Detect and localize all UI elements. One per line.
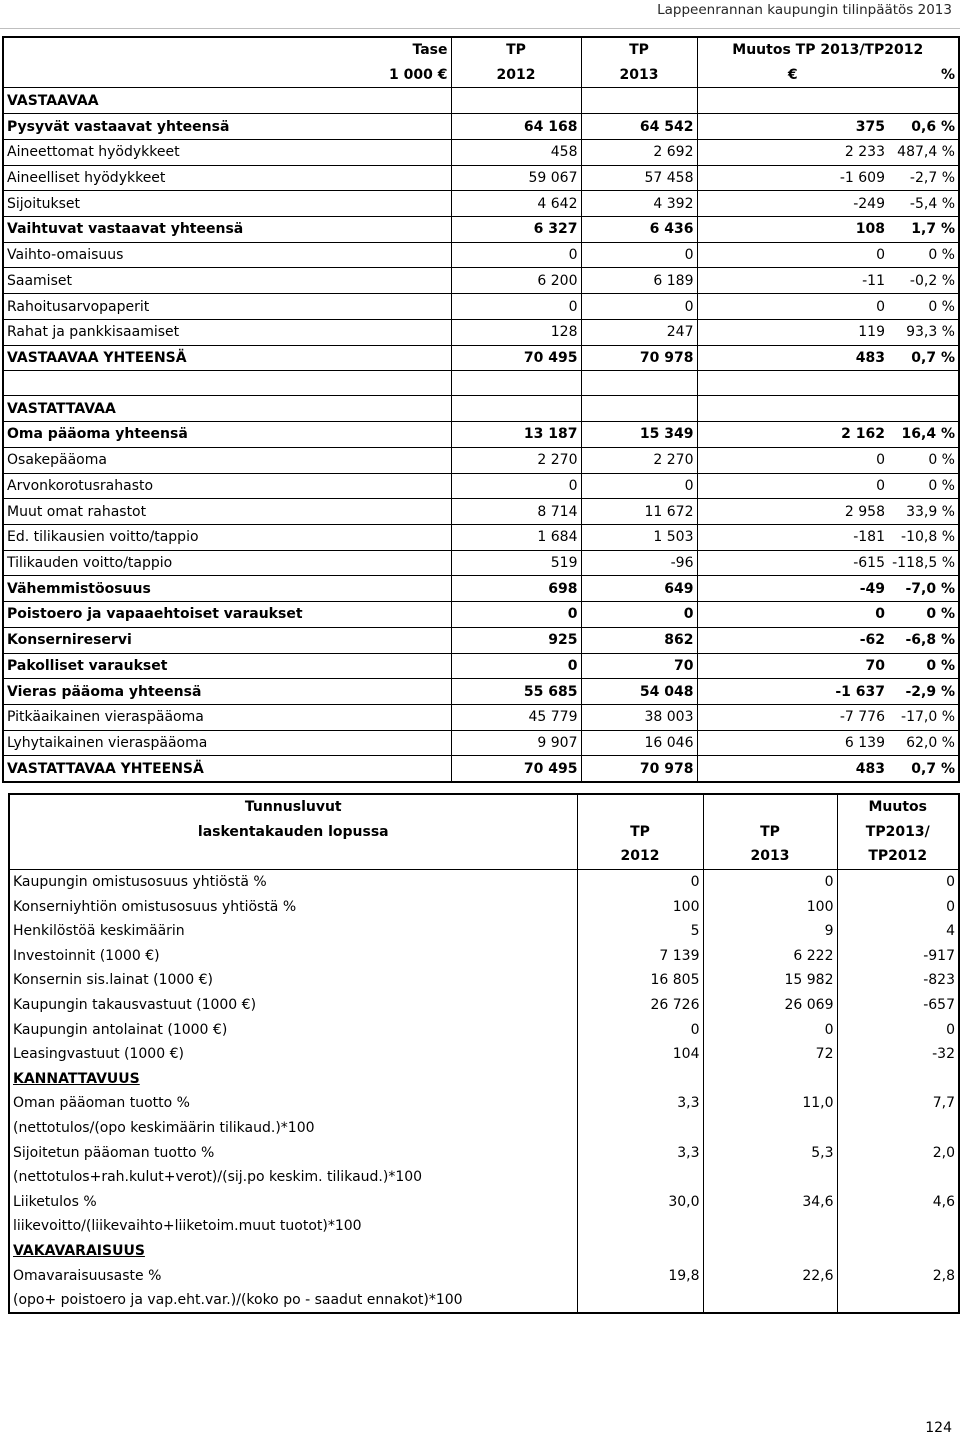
empty-cell xyxy=(888,371,959,396)
table-row xyxy=(3,447,959,473)
table-row xyxy=(3,165,959,191)
table-row xyxy=(3,524,959,550)
row-label: Sijoitukset xyxy=(3,191,451,217)
value-2012: 519 xyxy=(451,550,581,576)
formula-label: (nettotulos/(opo keskimäärin tilikaud.)*100 xyxy=(13,1120,315,1137)
header-cell: Tase xyxy=(412,42,448,59)
row-label: Konserniyhtiön omistusosuus yhtiöstä % xyxy=(13,898,297,915)
table-row xyxy=(9,1017,959,1042)
table-row xyxy=(9,1042,959,1067)
value-2013: 4 392 xyxy=(581,191,697,217)
empty-cell xyxy=(577,1165,703,1190)
empty-cell xyxy=(703,1214,837,1239)
empty-cell xyxy=(581,88,697,114)
value-2012: 128 xyxy=(451,319,581,345)
change-pct: -2,9 % xyxy=(888,679,959,705)
value-2013: 15 349 xyxy=(581,422,697,448)
table-row xyxy=(9,1140,959,1165)
value-2013: 0 xyxy=(581,294,697,320)
change-eur: -181 xyxy=(697,524,888,550)
change-pct: -5,4 % xyxy=(888,191,959,217)
empty-cell xyxy=(703,1288,837,1314)
header-cell xyxy=(703,794,837,820)
row-label: Vaihto-omaisuus xyxy=(3,242,451,268)
value-2013: 26 069 xyxy=(703,993,837,1018)
row-label: Konsernin sis.lainat (1000 €) xyxy=(13,972,214,989)
empty-cell xyxy=(888,396,959,422)
value-2013: 70 xyxy=(581,653,697,679)
empty-cell xyxy=(451,396,581,422)
value-2013: 38 003 xyxy=(581,704,697,730)
row-label: VASTATTAVAA YHTEENSÄ xyxy=(3,756,451,782)
change-pct: -0,2 % xyxy=(888,268,959,294)
row-label: Vieras pääoma yhteensä xyxy=(3,679,451,705)
value-2013: 2 692 xyxy=(581,139,697,165)
change-pct: 0 % xyxy=(888,653,959,679)
header-cell: Muutos TP 2013/TP2012 xyxy=(697,37,959,63)
value-2013: 649 xyxy=(581,576,697,602)
value-2013: 64 542 xyxy=(581,114,697,140)
value-2012: 0 xyxy=(577,869,703,894)
empty-cell xyxy=(703,1239,837,1264)
change-pct: 33,9 % xyxy=(888,499,959,525)
row-label: Aineettomat hyödykkeet xyxy=(3,139,451,165)
row-label: Liiketulos % xyxy=(13,1193,97,1210)
formula-row xyxy=(9,1214,959,1239)
value-2012: 70 495 xyxy=(451,345,581,371)
value-2012: 698 xyxy=(451,576,581,602)
value-2013: 862 xyxy=(581,627,697,653)
header-cell: % xyxy=(940,67,955,84)
header-cell: 2012 xyxy=(451,63,581,88)
empty-cell xyxy=(837,1067,959,1092)
row-label: Kaupungin takausvastuut (1000 €) xyxy=(13,997,257,1014)
row-label: Osakepääoma xyxy=(3,447,451,473)
change-eur: 2 162 xyxy=(697,422,888,448)
header-cell: Tunnusluvut xyxy=(244,799,342,816)
section-row xyxy=(3,88,959,114)
value-2013: 100 xyxy=(703,894,837,919)
row-label: Poistoero ja vapaaehtoiset varaukset xyxy=(3,602,451,628)
change-pct: 0 % xyxy=(888,294,959,320)
empty-cell xyxy=(697,88,888,114)
value-2013: 6 222 xyxy=(703,944,837,969)
table-row xyxy=(3,139,959,165)
empty-cell xyxy=(837,1288,959,1314)
change-pct: 0,7 % xyxy=(888,756,959,782)
section-label: VAKAVARAISUUS xyxy=(13,1242,145,1259)
change-pct: 0,7 % xyxy=(888,345,959,371)
row-label: Sijoitetun pääoman tuotto % xyxy=(13,1144,215,1161)
table-row xyxy=(3,268,959,294)
header-cell: 2013 xyxy=(581,63,697,88)
table-header-row xyxy=(9,844,959,869)
formula-label: liikevoitto/(liikevaihto+liiketoim.muut tuotot)*100 xyxy=(13,1218,362,1235)
header-cell: 1 000 € xyxy=(389,67,448,84)
change-eur: 0 xyxy=(697,473,888,499)
value-2012: 30,0 xyxy=(577,1190,703,1215)
change-eur: 108 xyxy=(697,217,888,243)
table-row xyxy=(9,968,959,993)
page-number: 124 xyxy=(925,1420,952,1436)
value-2012: 6 327 xyxy=(451,217,581,243)
empty-cell xyxy=(451,88,581,114)
key-figures-table xyxy=(8,793,960,1314)
formula-label: (opo+ poistoero ja vap.eht.var.)/(koko po - saadut ennakot)*100 xyxy=(13,1292,463,1309)
row-label: VASTAAVAA YHTEENSÄ xyxy=(3,345,451,371)
value-2012: 0 xyxy=(577,1017,703,1042)
page-header xyxy=(0,0,960,29)
change-pct: 0 % xyxy=(888,602,959,628)
change: 4 xyxy=(837,919,959,944)
table-row xyxy=(9,1263,959,1288)
change-pct: 1,7 % xyxy=(888,217,959,243)
change-pct: -6,8 % xyxy=(888,627,959,653)
change-pct: 487,4 % xyxy=(888,139,959,165)
value-2012: 925 xyxy=(451,627,581,653)
header-cell xyxy=(9,844,577,869)
row-label: Pakolliset varaukset xyxy=(3,653,451,679)
table-row xyxy=(3,499,959,525)
row-label: Rahoitusarvopaperit xyxy=(3,294,451,320)
table-row xyxy=(9,993,959,1018)
table-row xyxy=(9,919,959,944)
value-2013: 70 978 xyxy=(581,345,697,371)
change-pct: -118,5 % xyxy=(888,550,959,576)
value-2012: 104 xyxy=(577,1042,703,1067)
value-2013: 0 xyxy=(703,1017,837,1042)
change-pct: 93,3 % xyxy=(888,319,959,345)
change-eur: -1 637 xyxy=(697,679,888,705)
empty-cell xyxy=(451,371,581,396)
table-row xyxy=(3,576,959,602)
value-2013: -96 xyxy=(581,550,697,576)
section-label: VASTAAVAA xyxy=(3,88,451,114)
change-pct: 0 % xyxy=(888,473,959,499)
change: 4,6 xyxy=(837,1190,959,1215)
value-2012: 3,3 xyxy=(577,1140,703,1165)
change-eur: 0 xyxy=(697,447,888,473)
change: -657 xyxy=(837,993,959,1018)
change-pct: -10,8 % xyxy=(888,524,959,550)
formula-row xyxy=(9,1116,959,1141)
change-eur: 0 xyxy=(697,602,888,628)
table-row xyxy=(3,550,959,576)
change-eur: 0 xyxy=(697,242,888,268)
header-cell: TP2013/ xyxy=(837,820,959,845)
change-eur: -615 xyxy=(697,550,888,576)
empty-cell xyxy=(577,1288,703,1314)
formula-row xyxy=(9,1165,959,1190)
change-eur: 70 xyxy=(697,653,888,679)
header-cell: TP xyxy=(577,820,703,845)
header-cell: TP2012 xyxy=(837,844,959,869)
value-2012: 7 139 xyxy=(577,944,703,969)
change-eur: 483 xyxy=(697,756,888,782)
row-label: Ed. tilikausien voitto/tappio xyxy=(3,524,451,550)
table-row xyxy=(3,756,959,782)
value-2012: 458 xyxy=(451,139,581,165)
value-2012: 13 187 xyxy=(451,422,581,448)
row-label: Arvonkorotusrahasto xyxy=(3,473,451,499)
table-row xyxy=(3,653,959,679)
table-row xyxy=(3,345,959,371)
value-2013: 6 436 xyxy=(581,217,697,243)
table-header-row xyxy=(3,37,959,63)
value-2013: 5,3 xyxy=(703,1140,837,1165)
empty-cell xyxy=(703,1116,837,1141)
value-2012: 26 726 xyxy=(577,993,703,1018)
change-eur: 119 xyxy=(697,319,888,345)
value-2013: 0 xyxy=(703,869,837,894)
change: -917 xyxy=(837,944,959,969)
change-pct: 16,4 % xyxy=(888,422,959,448)
row-label: Vaihtuvat vastaavat yhteensä xyxy=(3,217,451,243)
balance-sheet-table xyxy=(2,36,960,783)
value-2012: 9 907 xyxy=(451,730,581,756)
change-eur: 6 139 xyxy=(697,730,888,756)
section-row xyxy=(9,1067,959,1092)
change-eur: -249 xyxy=(697,191,888,217)
row-label: Kaupungin antolainat (1000 €) xyxy=(13,1021,228,1038)
value-2012: 4 642 xyxy=(451,191,581,217)
row-label: Muut omat rahastot xyxy=(3,499,451,525)
value-2013: 54 048 xyxy=(581,679,697,705)
change-eur: -7 776 xyxy=(697,704,888,730)
formula-row xyxy=(9,1288,959,1314)
value-2012: 64 168 xyxy=(451,114,581,140)
value-2013: 247 xyxy=(581,319,697,345)
value-2012: 0 xyxy=(451,294,581,320)
empty-cell xyxy=(703,1165,837,1190)
table-row xyxy=(9,869,959,894)
row-label: Leasingvastuut (1000 €) xyxy=(13,1046,184,1063)
value-2013: 1 503 xyxy=(581,524,697,550)
change-pct: 0,6 % xyxy=(888,114,959,140)
change-pct: -17,0 % xyxy=(888,704,959,730)
header-cell: Muutos xyxy=(837,794,959,820)
value-2012: 2 270 xyxy=(451,447,581,473)
value-2013: 22,6 xyxy=(703,1263,837,1288)
header-cell: TP xyxy=(703,820,837,845)
value-2013: 6 189 xyxy=(581,268,697,294)
table-row xyxy=(3,704,959,730)
change-pct: -7,0 % xyxy=(888,576,959,602)
table-row xyxy=(3,191,959,217)
empty-cell xyxy=(697,396,888,422)
change-pct: 0 % xyxy=(888,242,959,268)
value-2012: 0 xyxy=(451,473,581,499)
value-2013: 0 xyxy=(581,473,697,499)
row-label: Saamiset xyxy=(3,268,451,294)
value-2012: 16 805 xyxy=(577,968,703,993)
row-label: Pysyvät vastaavat yhteensä xyxy=(3,114,451,140)
change-eur: -1 609 xyxy=(697,165,888,191)
value-2013: 34,6 xyxy=(703,1190,837,1215)
table-header-row xyxy=(9,820,959,845)
change: 0 xyxy=(837,869,959,894)
value-2012: 0 xyxy=(451,602,581,628)
formula-label: (nettotulos+rah.kulut+verot)/(sij.po keskim. tilikaud.)*100 xyxy=(13,1169,423,1186)
empty-cell xyxy=(581,396,697,422)
value-2013: 9 xyxy=(703,919,837,944)
empty-cell xyxy=(837,1239,959,1264)
value-2012: 0 xyxy=(451,653,581,679)
table-row xyxy=(3,627,959,653)
change: 2,0 xyxy=(837,1140,959,1165)
row-label: Investoinnit (1000 €) xyxy=(13,947,160,964)
table-row xyxy=(9,944,959,969)
row-label: Oman pääoman tuotto % xyxy=(13,1095,190,1112)
value-2012: 55 685 xyxy=(451,679,581,705)
table-row xyxy=(3,242,959,268)
row-label: Lyhytaikainen vieraspääoma xyxy=(3,730,451,756)
change-pct: -2,7 % xyxy=(888,165,959,191)
table-row xyxy=(9,894,959,919)
table-row xyxy=(9,1190,959,1215)
value-2012: 59 067 xyxy=(451,165,581,191)
value-2013: 0 xyxy=(581,602,697,628)
row-label: Henkilöstöä keskimäärin xyxy=(13,923,185,940)
value-2013: 72 xyxy=(703,1042,837,1067)
table-row xyxy=(3,319,959,345)
blank-row xyxy=(3,371,959,396)
table-row xyxy=(3,294,959,320)
section-label: KANNATTAVUUS xyxy=(13,1070,140,1087)
value-2012: 5 xyxy=(577,919,703,944)
change-eur: -62 xyxy=(697,627,888,653)
header-cell: 2013 xyxy=(703,844,837,869)
table-header-row xyxy=(3,63,959,88)
table-row xyxy=(3,422,959,448)
value-2012: 0 xyxy=(451,242,581,268)
row-label: Tilikauden voitto/tappio xyxy=(3,550,451,576)
change-eur: 483 xyxy=(697,345,888,371)
table-row xyxy=(3,730,959,756)
empty-cell xyxy=(697,371,888,396)
table-row xyxy=(3,217,959,243)
value-2012: 8 714 xyxy=(451,499,581,525)
document-title: Lappeenrannan kaupungin tilinpäätös 2013 xyxy=(657,2,952,18)
empty-cell xyxy=(577,1239,703,1264)
row-label: Aineelliset hyödykkeet xyxy=(3,165,451,191)
change: 7,7 xyxy=(837,1091,959,1116)
value-2013: 16 046 xyxy=(581,730,697,756)
table-row xyxy=(9,1091,959,1116)
value-2012: 3,3 xyxy=(577,1091,703,1116)
value-2012: 100 xyxy=(577,894,703,919)
empty-cell xyxy=(577,1116,703,1141)
change-eur: -11 xyxy=(697,268,888,294)
section-row xyxy=(9,1239,959,1264)
empty-cell xyxy=(577,1214,703,1239)
empty-cell xyxy=(837,1165,959,1190)
row-label: Konsernireservi xyxy=(3,627,451,653)
value-2013: 70 978 xyxy=(581,756,697,782)
empty-cell xyxy=(3,371,451,396)
value-2013: 15 982 xyxy=(703,968,837,993)
empty-cell xyxy=(703,1067,837,1092)
table-row xyxy=(3,114,959,140)
table-row xyxy=(3,602,959,628)
value-2012: 6 200 xyxy=(451,268,581,294)
change: 0 xyxy=(837,894,959,919)
header-cell: laskentakauden lopussa xyxy=(197,823,389,840)
header-cell: € xyxy=(697,63,888,88)
change: 0 xyxy=(837,1017,959,1042)
change-eur: 2 958 xyxy=(697,499,888,525)
change-eur: 375 xyxy=(697,114,888,140)
header-cell: TP xyxy=(451,37,581,63)
value-2012: 70 495 xyxy=(451,756,581,782)
value-2012: 45 779 xyxy=(451,704,581,730)
value-2012: 19,8 xyxy=(577,1263,703,1288)
change-pct: 62,0 % xyxy=(888,730,959,756)
change-eur: -49 xyxy=(697,576,888,602)
table-row xyxy=(3,679,959,705)
value-2013: 11 672 xyxy=(581,499,697,525)
change: 2,8 xyxy=(837,1263,959,1288)
value-2013: 11,0 xyxy=(703,1091,837,1116)
header-cell xyxy=(577,794,703,820)
table-row xyxy=(3,473,959,499)
empty-cell xyxy=(581,371,697,396)
change: -32 xyxy=(837,1042,959,1067)
header-cell: 2012 xyxy=(577,844,703,869)
row-label: Omavaraisuusaste % xyxy=(13,1267,162,1284)
row-label: Oma pääoma yhteensä xyxy=(3,422,451,448)
value-2012: 1 684 xyxy=(451,524,581,550)
section-row xyxy=(3,396,959,422)
change-pct: 0 % xyxy=(888,447,959,473)
value-2013: 2 270 xyxy=(581,447,697,473)
header-cell: TP xyxy=(581,37,697,63)
row-label: Kaupungin omistusosuus yhtiöstä % xyxy=(9,869,577,894)
section-label: VASTATTAVAA xyxy=(3,396,451,422)
change: -823 xyxy=(837,968,959,993)
table-header-row xyxy=(9,794,959,820)
row-label: Rahat ja pankkisaamiset xyxy=(3,319,451,345)
empty-cell xyxy=(888,88,959,114)
row-label: Vähemmistöosuus xyxy=(3,576,451,602)
change-eur: 2 233 xyxy=(697,139,888,165)
empty-cell xyxy=(837,1214,959,1239)
row-label: Pitkäaikainen vieraspääoma xyxy=(3,704,451,730)
empty-cell xyxy=(837,1116,959,1141)
empty-cell xyxy=(577,1067,703,1092)
value-2013: 57 458 xyxy=(581,165,697,191)
value-2013: 0 xyxy=(581,242,697,268)
change-eur: 0 xyxy=(697,294,888,320)
